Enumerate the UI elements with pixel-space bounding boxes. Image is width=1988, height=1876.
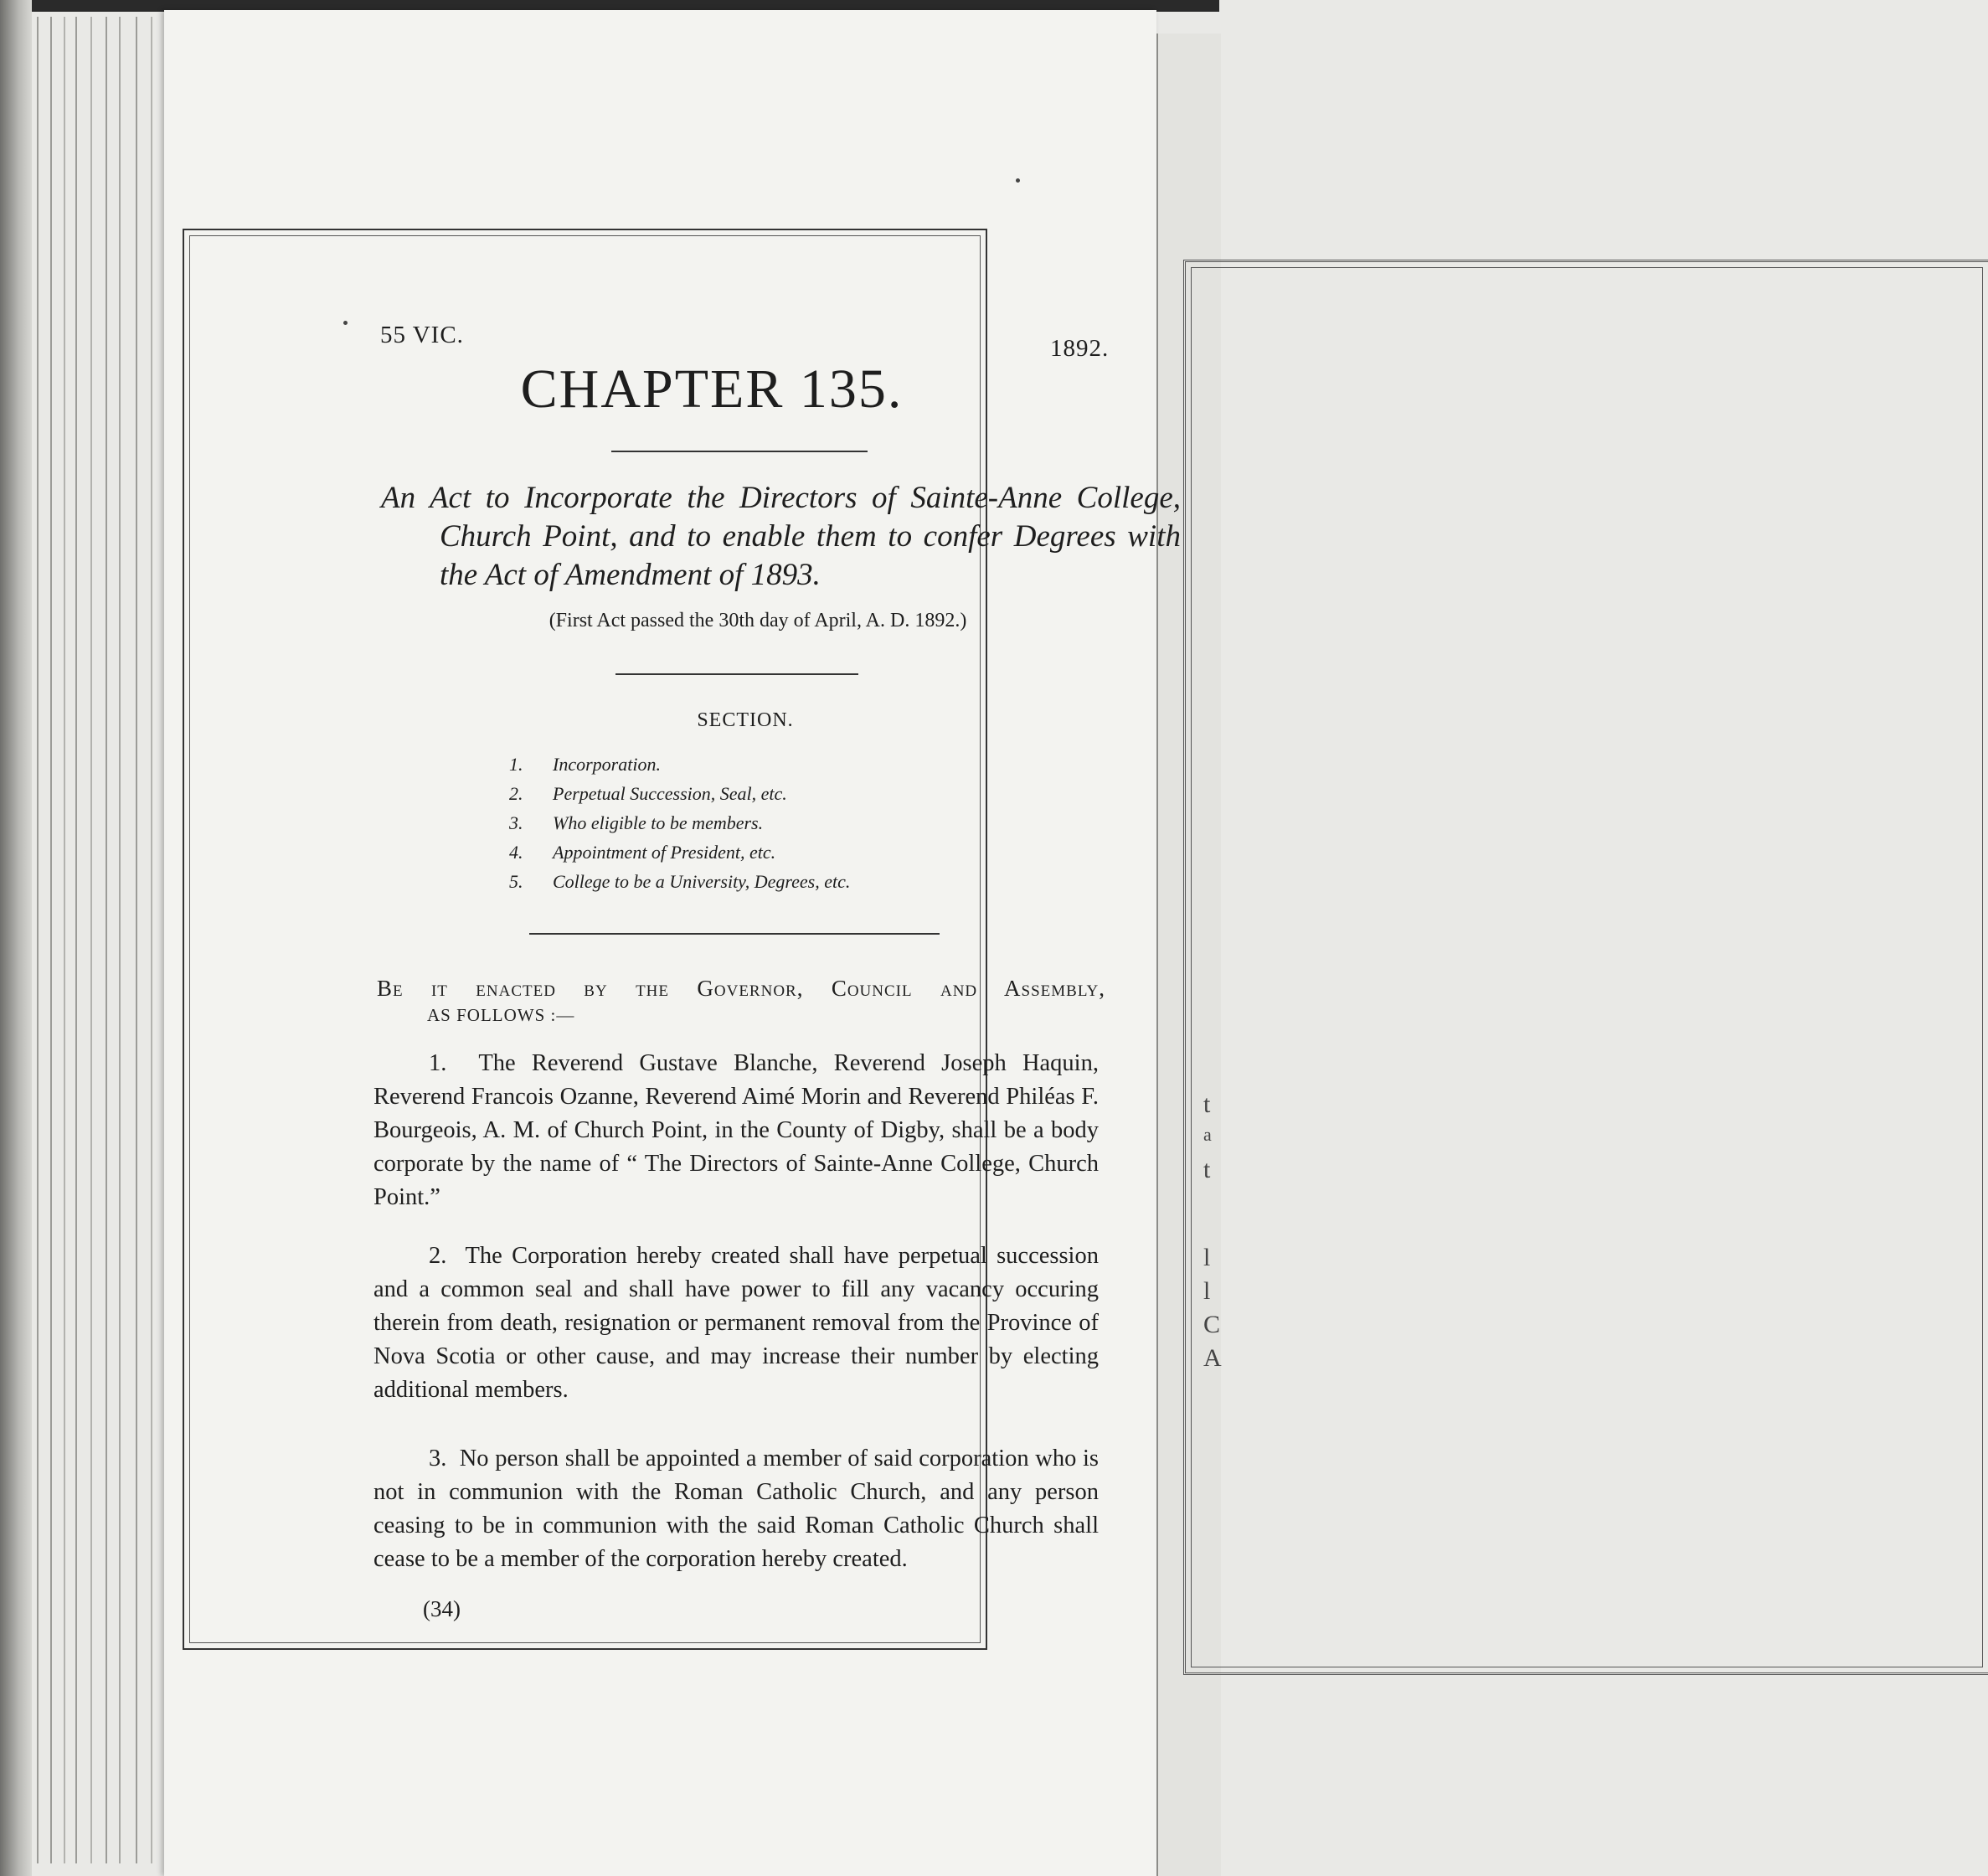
chapter-heading: CHAPTER 135. xyxy=(520,358,904,420)
act-title: An Act to Incorporate the Directors of Sainte-Anne College, Church Point, and to enable them to confer Degrees with the Act of Amendment of 1893. xyxy=(381,481,1181,592)
section-list-item: 4. Appointment of President, etc. xyxy=(509,842,776,863)
section-list xyxy=(509,750,1012,896)
section-list-item: 2. Perpetual Succession, Seal, etc. xyxy=(509,783,787,804)
section-list-item: 1. Incorporation. xyxy=(509,754,661,775)
year: 1892. xyxy=(1050,335,1110,362)
enacting-clause-continued: AS FOLLOWS :— xyxy=(427,1005,575,1025)
text-frame xyxy=(183,229,987,1650)
section-paragraph: 3. No person shall be appointed a member of said corporation who is not in communion with the Roman Catholic Church, and any person ceasing to be in communion with the said Roman Catholic Church shall cease to be a member of the corporation hereby created. xyxy=(373,1446,1100,1572)
scanner-edge-left xyxy=(0,0,32,1876)
divider-rule xyxy=(611,451,868,452)
section-paragraph: 2. The Corporation hereby created shall have perpetual succession and a common seal and shall have power to fill any vacancy occuring therein from death, resignation or permanent removal from the Province of Nova Scotia or other cause, and may increase their number by electing additional members. xyxy=(373,1243,1099,1403)
section-list-item: 3. Who eligible to be members. xyxy=(509,812,764,833)
speck xyxy=(1016,178,1020,183)
enacting-clause: Be it enacted by the Governor, Council and Assembly, xyxy=(377,976,1105,1001)
passed-date: (First Act passed the 30th day of April, A. D. 1892.) xyxy=(549,610,967,631)
section-paragraph: 1. The Reverend Gustave Blanche, Reverend Joseph Haquin, Reverend Francois Ozanne, Reverend Aimé Morin and Reverend Philéas F. Bourgeois, A. M. of Church Point, in the County of Digby, shall be a body corporate by the name of “ The Directors of Sainte-Anne College, Church Point.” xyxy=(373,1050,1099,1210)
page-edges xyxy=(32,17,166,1863)
divider-rule xyxy=(529,933,940,935)
divider-rule xyxy=(615,673,858,675)
adjacent-page: t a t l l C A xyxy=(1156,34,1221,1876)
section-heading: SECTION. xyxy=(697,709,794,731)
section-list-item: 5. College to be a University, Degrees, etc. xyxy=(509,871,851,892)
regnal-year: 55 VIC. xyxy=(380,322,464,348)
page-number: (34) xyxy=(423,1596,461,1621)
speck xyxy=(343,321,348,325)
